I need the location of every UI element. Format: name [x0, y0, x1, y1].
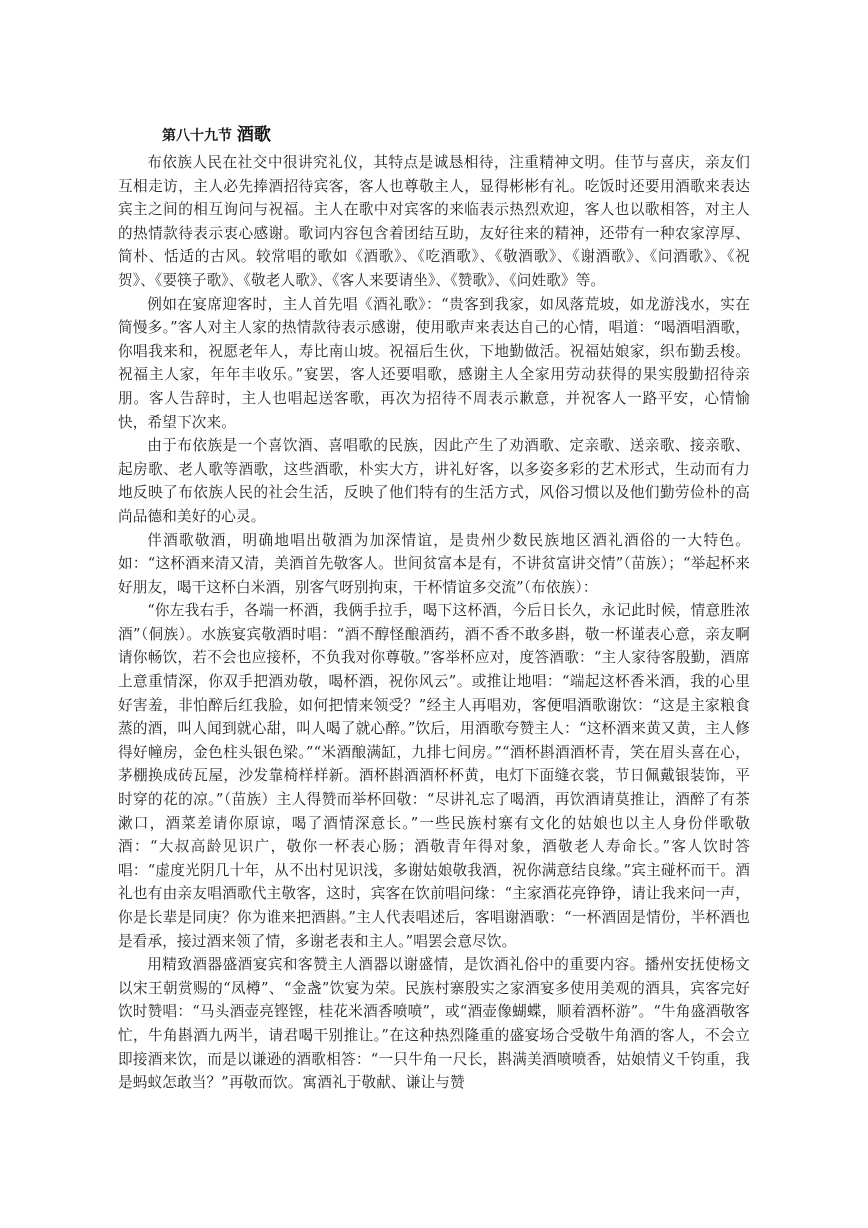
paragraph-song-types: 由于布依族是一个喜饮酒、喜唱歌的民族，因此产生了劝酒歌、定亲歌、送亲歌、接亲歌、起房歌、老人歌等酒歌，这些酒歌，朴实大方，讲礼好客，以多姿多彩的艺术形式，生动而有力地反映了布依族人民的社会生活，反映了他们特有的生活方式，风俗习惯以及他们勤劳俭朴的高尚品德和美好的心灵。	[118, 437, 750, 525]
paragraph-welcome-song: 例如在宴席迎客时，主人首先唱《酒礼歌》：“贵客到我家，如凤落荒坡，如龙游浅水，实在简慢多。”客人对主人家的热情款待表示感谢，使用歌声来表达自己的心情，唱道：“喝酒唱酒歌，你唱我来和，祝愿老年人，寿比南山坡。祝福后生伙，下地勤做活。祝福姑娘家，织布勤丢梭。祝福主人家，年年丰收乐。”宴罢，客人还要唱歌，感谢主人全家用劳动获得的果实殷勤招待亲朋。客人告辞时，主人也唱起送客歌，再次为招待不周表示歉意，并祝客人一路平安，心情愉快，希望下次来。	[118, 295, 750, 431]
paragraph-examples: “你左我右手，各端一杯酒，我俩手拉手，喝下这杯酒，今后日长久，永记此时候，情意胜浓酒”（侗族）。水族宴宾敬酒时唱：“酒不醇怪酿酒药，酒不香不敢多斟，敬一杯谨表心意，亲友啊请你畅饮，若不会也应接杯，不负我对你尊敬。”客举杯应对，度答酒歌：“主人家待客殷勤，酒席上意重情深，你双手把酒劝敬，喝杯酒，祝你风云”。或推让地唱：“端起这杯香米酒，我的心里好害羞，非怕醉后红我脸，如何把情来领受？”经主人再唱劝，客便唱酒歌谢饮：“这是主家粮食蒸的酒，叫人闻到就心甜，叫人喝了就心醉。”饮后，用酒歌夸赞主人：“这杯酒来黄又黄，主人修得好幢房，金色柱头银色梁。”“米酒酿满缸，九排七间房。”“酒杯斟酒酒杯青，笑在眉头喜在心，茅棚换成砖瓦屋，沙发靠椅样样新。酒杯斟酒酒杯杯黄，电灯下面缝衣裳，节日佩戴银装饰，平时穿的花的凉。”（苗族）主人得赞而举杯回敬：“尽讲礼忘了喝酒，再饮酒请莫推让，酒醉了有茶漱口，酒菜差请你原谅，喝了酒情深意长。”一些民族村寨有文化的姑娘也以主人身份伴歌敬酒：“大叔高龄见识广，敬你一杯表心肠；酒敬青年得对象，酒敬老人寿命长。”客人饮时答唱：“虚度光阴几十年，从不出村见识浅，多谢姑娘敬我酒，祝你满意结良缘。”宾主碰杯而干。酒礼也有由亲友唱酒歌代主敬客，这时，宾客在饮前唱问缘：“主家酒花亮铮铮，请让我来问一声，你是长辈是同庚？你为谁来把酒斟。”主人代表唱述后，客唱谢酒歌：“一杯酒固是情份，半杯酒也是看承，接过酒来领了情，多谢老表和主人。”唱罢会意尽饮。	[118, 602, 750, 950]
body-text	[118, 151, 750, 1095]
section-title-text: 酒歌	[236, 125, 271, 145]
section-title	[162, 120, 271, 145]
paragraph-toasting: 伴酒歌敬酒，明确地唱出敬酒为加深情谊，是贵州少数民族地区酒礼酒俗的一大特色。如：“这杯酒来清又清，美酒首先敬客人。世间贫富本是有，不讲贫富讲交情”（苗族）；“举起杯来好朋友，喝干这杯白米酒，别客气呀别拘束，干杯情谊多交流”（布依族）：	[118, 531, 750, 596]
paragraph-intro: 布依族人民在社交中很讲究礼仪，其特点是诚恳相待，注重精神文明。佳节与喜庆，亲友们互相走访，主人必先捧酒招待宾客，客人也尊敬主人，显得彬彬有礼。吃饭时还要用酒歌来表达宾主之间的相互询问与祝福。主人在歌中对宾客的来临表示热烈欢迎，客人也以歌相答，对主人的热情款待表示衷心感谢。歌词内容包含着团结互助，友好往来的精神，还带有一种农家淳厚、简朴、恬适的古风。较常唱的歌如《酒歌》、《吃酒歌》、《敬酒歌》、《谢酒歌》、《问酒歌》、《祝贺》、《要筷子歌》、《敬老人歌》、《客人来要请坐》、《赞歌》、《问姓歌》等。	[118, 154, 750, 289]
paragraph-vessels: 用精致酒器盛酒宴宾和客赞主人酒器以谢盛情，是饮酒礼俗中的重要内容。播州安抚使杨文以宋王朝赏赐的“凤樽”、“金盏”饮宴为荣。民族村寨殷实之家酒宴多使用美观的酒具，宾客完好饮时赞唱：“马头酒壶亮铿铿，桂花米酒香喷喷”，或“酒壶像蝴蝶，顺着酒杯游”。“牛角盛酒敬客忙，牛角斟酒九两半，请君喝干别推让。”在这种热烈隆重的盛宴场合受敬牛角酒的客人，不会立即接酒来饮，而是以谦逊的酒歌相答：“一只牛角一尺长，斟满美酒喷喷香，姑娘情义千钧重，我是蚂蚁怎敢当？”再敬而饮。寓酒礼于敬献、谦让与赞	[118, 956, 750, 1092]
section-title-number: 第八十九节	[162, 128, 232, 144]
